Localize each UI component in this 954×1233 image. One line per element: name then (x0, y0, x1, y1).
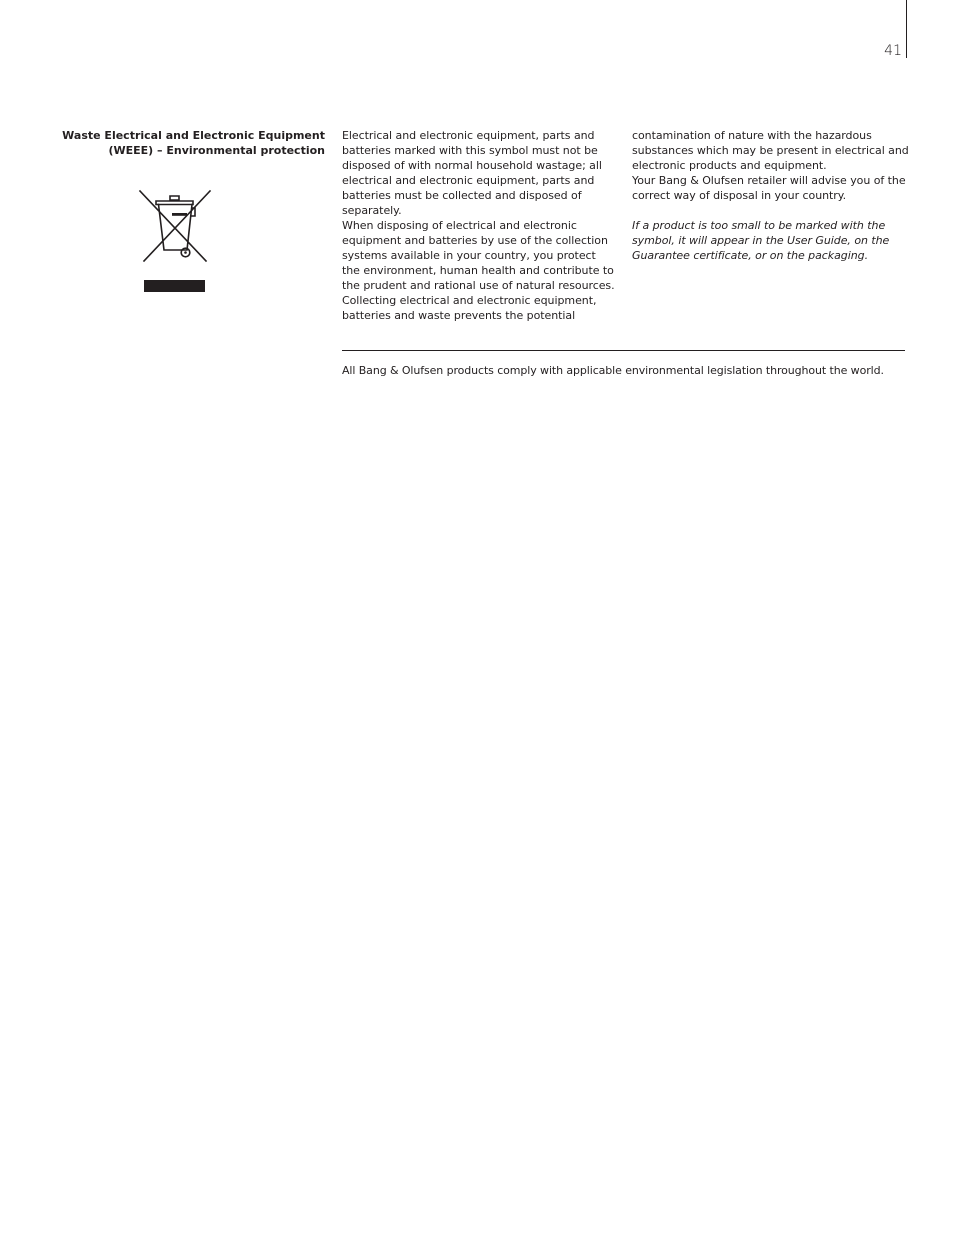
paragraph: When disposing of electrical and electronic equipment and batteries by use of the collection systems available in your country, you protect the environment, human health and contribute to the prudent and rational use of natural resources. (342, 219, 615, 292)
paragraph: Collecting electrical and electronic equipment, batteries and waste prevents the potential (342, 294, 597, 322)
section-divider (342, 350, 905, 351)
page-edge-rule (906, 0, 907, 58)
section-heading-line-1: Waste Electrical and Electronic Equipment (62, 129, 325, 142)
paragraph: Your Bang & Olufsen retailer will advise you of the correct way of disposal in your country. (632, 174, 906, 202)
page-number: 41 (884, 43, 902, 59)
italic-note: If a product is too small to be marked with the symbol, it will appear in the User Guide, on the Guarantee certificate, or on the packaging. (632, 219, 890, 262)
body-column-1 (342, 128, 617, 323)
section-heading-line-2: (WEEE) – Environmental protection (108, 144, 325, 157)
section-heading (40, 128, 325, 158)
crossed-out-wheelie-bin-icon (137, 188, 213, 296)
body-column-2 (632, 128, 910, 263)
paragraph: Electrical and electronic equipment, parts and batteries marked with this symbol must not be disposed of with normal household wastage; all electrical and electronic equipment, parts and batteries must be collected and disposed of separately. (342, 129, 602, 217)
paragraph: contamination of nature with the hazardous substances which may be present in electrical and electronic products and equipment. (632, 129, 909, 172)
compliance-note: All Bang & Olufsen products comply with applicable environmental legislation throughout the world. (342, 364, 884, 377)
